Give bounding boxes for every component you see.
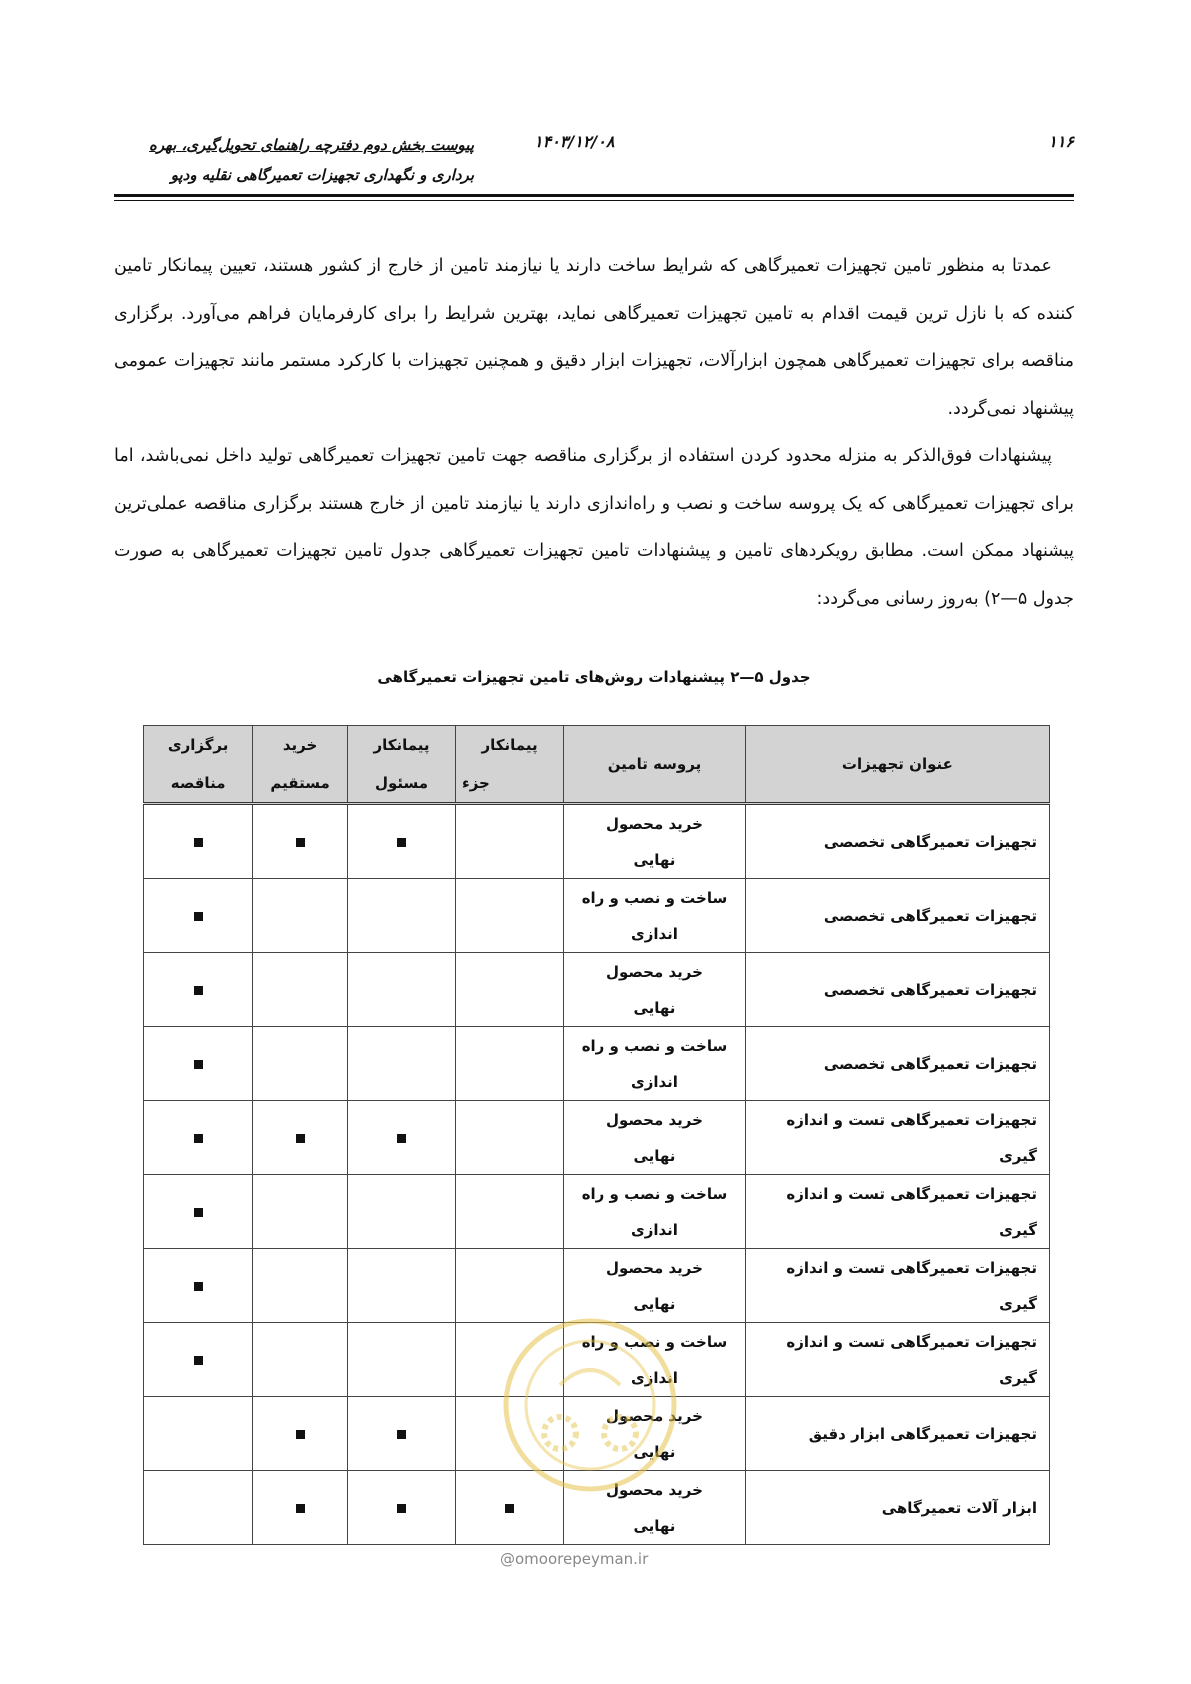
cell-partial (456, 1101, 564, 1175)
cell-partial (456, 953, 564, 1027)
cell-process-line1: ساخت و نصب و راه (581, 1036, 728, 1055)
cell-process-line2: نهایی (633, 1442, 676, 1461)
table-row (144, 953, 1050, 1027)
cell-direct (253, 1323, 348, 1397)
cell-process-line2: اندازی (630, 1368, 678, 1387)
paragraph: پیشنهادات فوق‌الذکر به منزله محدود کردن استفاده از برگزاری مناقصه جهت تامین تجهیزات تعمیرگاهی تولید داخل نمی‌باشد، اما برای تجهیزات تعمیرگاهی که یک پروسه ساخت و نصب و راه‌اندازی دارند یا نیازمند تامین از خارج هستند برگزاری مناقصه عملی‌ترین پیشنهاد ممکن است. مطابق رویکردهای تامین و پیشنهادات تامین تجهیزات تعمیرگاهی جدول تامین تجهیزات تعمیرگاهی به صورت جدول ۵—۲) به‌روز رسانی می‌گردد: (114, 446, 1074, 609)
cell-tender (144, 1249, 253, 1323)
check-mark-icon (194, 1282, 203, 1291)
header-tender-line2: مناقصه (170, 774, 226, 792)
table-row (144, 1249, 1050, 1323)
cell-title: تجهیزات تعمیرگاهی ابزار دقیق (745, 1397, 1049, 1471)
table-row (144, 1397, 1050, 1471)
header-responsible-contractor-line1: پیمانکار (373, 736, 430, 754)
header-title: عنوان تجهیزات (745, 726, 1049, 804)
check-mark-icon (194, 986, 203, 995)
table-row (144, 1027, 1050, 1101)
cell-process-line1: ساخت و نصب و راه (581, 1184, 728, 1203)
cell-title: تجهیزات تعمیرگاهی تست و اندازه گیری (745, 1175, 1049, 1249)
header-direct-purchase-line1: خرید (282, 736, 318, 754)
header-rule-thick (114, 194, 1074, 197)
paragraph: عمدتا به منظور تامین تجهیزات تعمیرگاهی که شرایط ساخت دارند یا نیازمند تامین از خارج از کشور هستند، تعیین پیمانکار تامین کننده که با نازل ترین قیمت اقدام به تامین تجهیزات تعمیرگاهی نماید، بهترین شرایط را برای کارفرمایان فراهم می‌آورد. برگزاری مناقصه برای تجهیزات تعمیرگاهی همچون ابزارآلات، تجهیزات ابزار دقیق و همچنین تجهیزات با کارکرد مستمر مانند تجهیزات عمومی پیشنهاد نمی‌گردد. (114, 256, 1074, 419)
cell-direct (253, 1397, 348, 1471)
header-partial-contractor-line1: پیمانکار (481, 736, 538, 754)
cell-title: تجهیزات تعمیرگاهی تست و اندازه گیری (745, 1323, 1049, 1397)
cell-title: تجهیزات تعمیرگاهی تخصصی (745, 953, 1049, 1027)
cell-process (564, 1249, 746, 1323)
cell-process-line2: نهایی (633, 1146, 676, 1165)
check-mark-icon (397, 1504, 406, 1513)
cell-process (564, 1027, 746, 1101)
header-title-line1: پیوست بخش دوم دفترچه راهنمای تحویل‌گیری، بهره (149, 136, 474, 154)
table-caption: جدول ۵—۲ پیشنهادات روش‌های تامین تجهیزات تعمیرگاهی (377, 668, 811, 686)
cell-process (564, 953, 746, 1027)
cell-direct (253, 953, 348, 1027)
check-mark-icon (194, 1134, 203, 1143)
table-header-row (144, 726, 1050, 804)
cell-tender (144, 1027, 253, 1101)
header-rule-thin (114, 200, 1074, 201)
cell-tender (144, 1323, 253, 1397)
check-mark-icon (296, 1430, 305, 1439)
check-mark-icon (505, 1504, 514, 1513)
cell-partial (456, 1323, 564, 1397)
cell-process-line2: نهایی (633, 850, 676, 869)
cell-responsible (347, 1323, 455, 1397)
table-row (144, 1471, 1050, 1545)
cell-partial (456, 1027, 564, 1101)
check-mark-icon (296, 1504, 305, 1513)
cell-process-line1: ساخت و نصب و راه (581, 888, 728, 907)
website-watermark: @omoorepeyman.ir (500, 1550, 649, 1568)
cell-process-line2: اندازی (630, 1220, 678, 1239)
check-mark-icon (194, 838, 203, 847)
check-mark-icon (194, 1208, 203, 1217)
cell-process (564, 1101, 746, 1175)
cell-title: ابزار آلات تعمیرگاهی (745, 1471, 1049, 1545)
cell-tender (144, 1471, 253, 1545)
check-mark-icon (397, 1134, 406, 1143)
cell-direct (253, 1249, 348, 1323)
equipment-supply-table (143, 725, 1050, 1545)
cell-process (564, 804, 746, 879)
cell-responsible (347, 1249, 455, 1323)
cell-direct (253, 1027, 348, 1101)
table-body (144, 804, 1050, 1545)
cell-process-line1: خرید محصول (605, 814, 703, 833)
cell-process (564, 1471, 746, 1545)
header-title (114, 130, 474, 190)
cell-tender (144, 953, 253, 1027)
cell-process-line1: خرید محصول (605, 1258, 703, 1277)
cell-partial (456, 804, 564, 879)
cell-direct (253, 1471, 348, 1545)
cell-responsible (347, 804, 455, 879)
check-mark-icon (296, 838, 305, 847)
cell-partial (456, 1471, 564, 1545)
cell-direct (253, 879, 348, 953)
header-process: پروسه تامین (564, 726, 746, 804)
cell-process-line2: نهایی (633, 1516, 676, 1535)
cell-partial (456, 1249, 564, 1323)
check-mark-icon (194, 912, 203, 921)
cell-process-line1: خرید محصول (605, 1110, 703, 1129)
cell-process (564, 1175, 746, 1249)
cell-title: تجهیزات تعمیرگاهی تست و اندازه گیری (745, 1249, 1049, 1323)
cell-process-line1: خرید محصول (605, 962, 703, 981)
cell-partial (456, 1397, 564, 1471)
cell-title: تجهیزات تعمیرگاهی تخصصی (745, 1027, 1049, 1101)
table-row (144, 1101, 1050, 1175)
page-number: ۱۱۶ (1048, 132, 1074, 151)
cell-responsible (347, 1027, 455, 1101)
cell-direct (253, 1101, 348, 1175)
cell-tender (144, 1397, 253, 1471)
cell-process-line2: نهایی (633, 998, 676, 1017)
cell-process-line2: اندازی (630, 924, 678, 943)
cell-title: تجهیزات تعمیرگاهی تخصصی (745, 804, 1049, 879)
check-mark-icon (397, 838, 406, 847)
table-row (144, 1175, 1050, 1249)
table-row (144, 1323, 1050, 1397)
cell-process-line2: اندازی (630, 1072, 678, 1091)
cell-responsible (347, 1101, 455, 1175)
header-direct-purchase (253, 726, 348, 804)
check-mark-icon (397, 1430, 406, 1439)
header-partial-contractor-line2: جزء (462, 774, 490, 792)
cell-process (564, 879, 746, 953)
cell-partial (456, 879, 564, 953)
header-responsible-contractor-line2: مسئول (374, 774, 429, 792)
cell-tender (144, 879, 253, 953)
header-date: ۱۴۰۳/۱۲/۰۸ (534, 132, 615, 151)
cell-title: تجهیزات تعمیرگاهی تخصصی (745, 879, 1049, 953)
cell-tender (144, 1175, 253, 1249)
check-mark-icon (194, 1356, 203, 1365)
body-text (114, 243, 1074, 623)
cell-tender (144, 804, 253, 879)
cell-process (564, 1323, 746, 1397)
cell-responsible (347, 1175, 455, 1249)
cell-title: تجهیزات تعمیرگاهی تست و اندازه گیری (745, 1101, 1049, 1175)
table-row (144, 879, 1050, 953)
cell-responsible (347, 1397, 455, 1471)
cell-responsible (347, 953, 455, 1027)
check-mark-icon (296, 1134, 305, 1143)
cell-responsible (347, 1471, 455, 1545)
header-partial-contractor (456, 726, 564, 804)
cell-responsible (347, 879, 455, 953)
cell-direct (253, 1175, 348, 1249)
table-row (144, 804, 1050, 879)
cell-process-line1: خرید محصول (605, 1480, 703, 1499)
cell-direct (253, 804, 348, 879)
cell-process (564, 1397, 746, 1471)
header-title-line2: برداری و نگهداری تجهیزات تعمیرگاهی نقلیه ودپو (170, 166, 474, 184)
cell-process-line2: نهایی (633, 1294, 676, 1313)
cell-process-line1: خرید محصول (605, 1406, 703, 1425)
header-tender-line1: برگزاری (167, 736, 229, 754)
page-header (114, 128, 1074, 188)
cell-tender (144, 1101, 253, 1175)
header-responsible-contractor (347, 726, 455, 804)
cell-partial (456, 1175, 564, 1249)
cell-process-line1: ساخت و نصب و راه (581, 1332, 728, 1351)
check-mark-icon (194, 1060, 203, 1069)
header-tender (144, 726, 253, 804)
header-direct-purchase-line2: مستقیم (270, 774, 330, 792)
